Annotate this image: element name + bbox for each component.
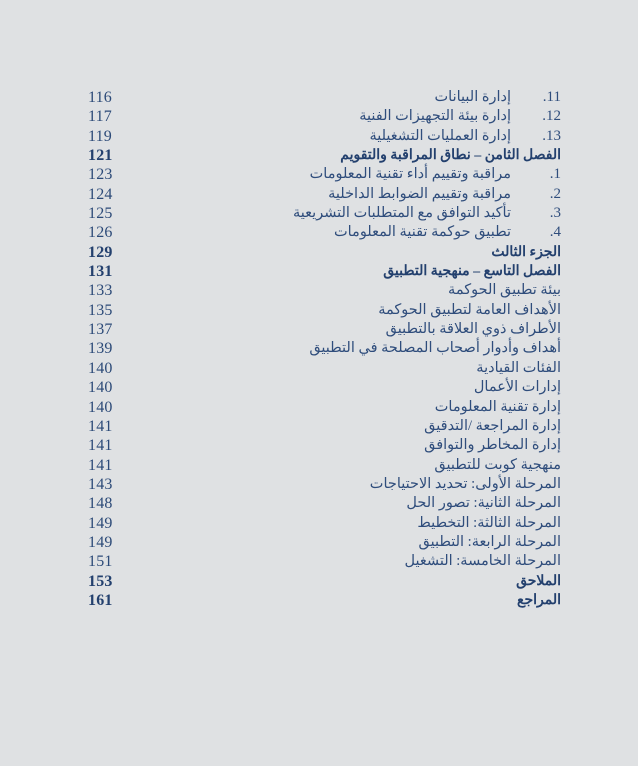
toc-entry-title (419, 533, 562, 552)
toc-entry[interactable] (0, 494, 638, 513)
toc-entry[interactable] (0, 475, 638, 494)
toc-entry-title (334, 223, 561, 242)
toc-entry-title (424, 417, 561, 436)
toc-entry-title (417, 514, 561, 533)
toc-entry[interactable] (0, 591, 638, 610)
toc-title-text: الفئات القيادية (476, 359, 561, 376)
toc-entry-title (448, 281, 561, 300)
toc-page-number: 133 (88, 282, 113, 300)
toc-page-number: 153 (88, 572, 113, 590)
toc-entry[interactable] (0, 262, 638, 281)
toc-page-number: 148 (88, 495, 113, 513)
toc-entry-title (434, 456, 561, 475)
toc-page-number: 143 (88, 475, 113, 493)
toc-entry-title (406, 494, 561, 513)
toc-title-text: المرحلة الرابعة: التطبيق (418, 533, 561, 550)
toc-title-text: المرحلة الخامسة: التشغيل (404, 553, 561, 570)
toc-item-number: 1. (549, 166, 561, 183)
toc-section-heading (340, 146, 561, 165)
toc-page-number: 149 (88, 514, 113, 532)
toc-page-number: 141 (88, 456, 113, 474)
toc-entry-title (476, 359, 561, 378)
toc-entry[interactable] (0, 398, 638, 417)
toc-title-text: تأكيد التوافق مع المتطلبات التشريعية (293, 205, 511, 222)
toc-title-text: المرحلة الثالثة: التخطيط (417, 514, 561, 531)
toc-entry-title (309, 339, 561, 358)
toc-title-text: الأهداف العامة لتطبيق الحوكمة (378, 301, 561, 318)
toc-title-text: المرحلة الثانية: تصور الحل (406, 495, 561, 512)
toc-entry-title (424, 436, 561, 455)
toc-item-number: 3. (549, 205, 561, 222)
toc-page-number: 116 (88, 89, 113, 106)
toc-entry[interactable] (0, 417, 638, 436)
toc-title-text: منهجية كوبت للتطبيق (434, 456, 561, 473)
toc-title-text: الملاحق (516, 573, 561, 589)
toc-page-number: 137 (88, 321, 113, 339)
toc-section-heading (517, 591, 561, 610)
toc-section-heading (491, 243, 561, 262)
toc-page-number: 126 (88, 224, 113, 242)
toc-entry[interactable] (0, 88, 638, 107)
toc-entry[interactable] (0, 320, 638, 339)
toc-entry[interactable] (0, 378, 638, 397)
toc-page-number: 123 (88, 166, 113, 184)
toc-page-number: 135 (88, 301, 113, 319)
toc-title-text: أهداف وأدوار أصحاب المصلحة في التطبيق (309, 340, 561, 357)
toc-entry-title (474, 378, 561, 397)
toc-entry[interactable] (0, 436, 638, 455)
toc-title-text: إدارة البيانات (434, 89, 511, 105)
toc-entry[interactable] (0, 359, 638, 378)
toc-entry[interactable] (0, 223, 638, 242)
toc-page-number: 117 (88, 108, 113, 126)
toc-title-text: مراقبة وتقييم الضوابط الداخلية (328, 185, 511, 202)
toc-entry[interactable] (0, 572, 638, 591)
toc-title-text: إدارة المخاطر والتوافق (424, 437, 561, 454)
toc-section-heading (516, 572, 561, 591)
toc-entry[interactable] (0, 165, 638, 184)
toc-entry[interactable] (0, 146, 638, 165)
toc-entry[interactable] (0, 204, 638, 223)
toc-entry-title (310, 165, 561, 184)
toc-title-text: بيئة تطبيق الحوكمة (448, 282, 561, 299)
toc-page-number: 139 (88, 340, 113, 358)
toc-item-number: 13. (542, 127, 561, 144)
toc-entry[interactable] (0, 185, 638, 204)
toc-entry-title (435, 398, 561, 417)
toc-title-text: إدارة العمليات التشغيلية (369, 127, 511, 144)
toc-entry[interactable] (0, 243, 638, 262)
toc-page-number: 129 (88, 243, 113, 261)
toc-entry[interactable] (0, 514, 638, 533)
toc-page-number: 140 (88, 379, 113, 397)
toc-item-number: 2. (549, 185, 561, 202)
toc-page-number: 141 (88, 437, 113, 455)
toc-entry[interactable] (0, 107, 638, 126)
toc-entry[interactable] (0, 552, 638, 571)
toc-page-number: 124 (88, 185, 113, 203)
toc-entry-title (293, 204, 561, 223)
toc-title-text: الفصل الثامن – نطاق المراقبة والتقويم (340, 148, 561, 164)
toc-title-text: المرحلة الأولى: تحديد الاحتياجات (369, 475, 561, 492)
toc-title-text: إدارات الأعمال (473, 379, 561, 396)
toc-entry[interactable] (0, 533, 638, 552)
toc-entry-title (435, 88, 561, 107)
toc-title-text: الأطراف ذوي العلاقة بالتطبيق (385, 321, 561, 338)
toc-title-text: الفصل التاسع – منهجية التطبيق (383, 264, 561, 280)
toc-entry-title (386, 320, 561, 339)
toc-entry-title (328, 185, 561, 204)
toc-entry-title (369, 127, 561, 146)
toc-page-number: 140 (88, 398, 113, 416)
toc-entry[interactable] (0, 456, 638, 475)
toc-page-number: 151 (88, 553, 113, 571)
toc-page-number: 140 (88, 359, 113, 377)
toc-entry[interactable] (0, 281, 638, 300)
toc-page-number: 161 (88, 591, 113, 609)
toc-title-text: الجزء الثالث (491, 244, 561, 260)
toc-page-number: 141 (88, 417, 113, 435)
toc-page-number: 131 (88, 263, 113, 281)
toc-page-number: 125 (88, 205, 113, 223)
toc-page-number: 119 (88, 127, 113, 145)
toc-page-number: 121 (88, 147, 113, 165)
toc-entry-title (378, 301, 561, 320)
table-of-contents (0, 88, 638, 608)
toc-entry[interactable] (0, 339, 638, 358)
toc-title-text: إدارة تقنية المعلومات (434, 398, 561, 415)
toc-entry-title (359, 107, 561, 126)
toc-entry[interactable] (0, 127, 638, 146)
toc-title-text: تطبيق حوكمة تقنية المعلومات (333, 224, 511, 241)
toc-item-number: 11. (542, 89, 561, 105)
toc-section-heading (383, 262, 561, 281)
toc-title-text: المراجع (517, 592, 561, 608)
toc-page-number: 149 (88, 533, 113, 551)
toc-entry-title (370, 475, 561, 494)
toc-entry[interactable] (0, 301, 638, 320)
toc-title-text: إدارة المراجعة /التدقيق (424, 417, 561, 434)
toc-item-number: 4. (549, 224, 561, 241)
toc-title-text: إدارة بيئة التجهيزات الفنية (359, 108, 511, 125)
toc-item-number: 12. (542, 108, 561, 125)
toc-title-text: مراقبة وتقييم أداء تقنية المعلومات (309, 166, 511, 183)
toc-entry-title (405, 552, 561, 571)
